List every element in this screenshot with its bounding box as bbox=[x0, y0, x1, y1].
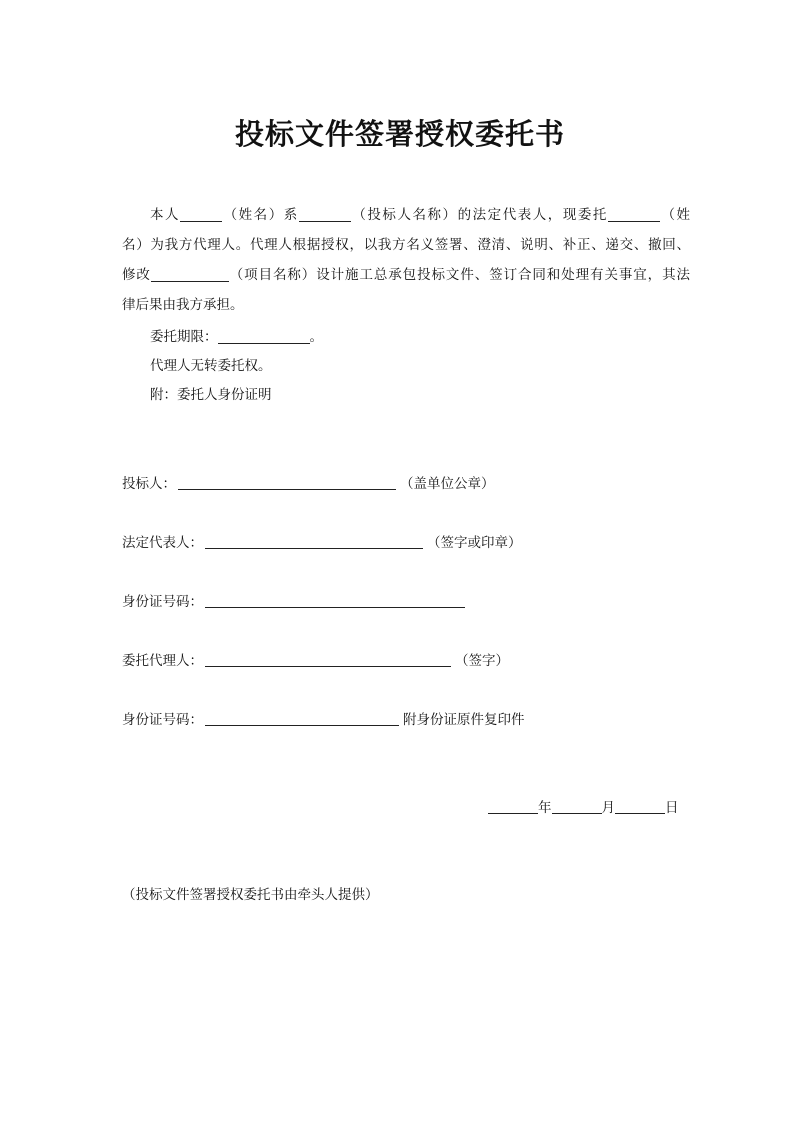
text-segment: 修改 bbox=[122, 267, 151, 283]
text-segment: 本人 bbox=[150, 207, 181, 223]
text-segment: （姓 bbox=[659, 207, 691, 223]
day-blank bbox=[615, 798, 665, 814]
bidder-signature-row bbox=[122, 474, 495, 494]
document-title: 投标文件签署授权委托书 bbox=[234, 117, 565, 151]
paragraph-line-2: 名）为我方代理人。代理人根据授权，以我方名义签署、澄清、说明、补正、递交、撤回、 bbox=[122, 237, 690, 253]
term-label: 委托期限： bbox=[150, 329, 218, 345]
bidder-note: （盖单位公章） bbox=[400, 476, 495, 492]
agent-signature-line bbox=[205, 651, 451, 667]
year-blank bbox=[488, 798, 538, 814]
text-segment: （姓名）系 bbox=[222, 207, 299, 223]
authorization-paragraph bbox=[122, 200, 690, 320]
attachment-note: 附：委托人身份证明 bbox=[150, 387, 272, 403]
bidder-name-blank bbox=[299, 205, 351, 222]
bidder-label: 投标人： bbox=[122, 476, 176, 492]
legal-rep-signature-row bbox=[122, 533, 522, 553]
id-number-line bbox=[205, 592, 465, 608]
month-blank bbox=[552, 798, 602, 814]
month-label: 月 bbox=[601, 800, 615, 816]
name-blank bbox=[180, 205, 222, 222]
term-end: 。 bbox=[309, 329, 323, 345]
paragraph-line-1 bbox=[122, 200, 690, 230]
id-number-row-2 bbox=[122, 710, 525, 730]
paragraph-line-3 bbox=[122, 260, 690, 290]
id-label: 身份证号码： bbox=[122, 712, 203, 728]
id-copy-note: 附身份证原件复印件 bbox=[403, 712, 525, 728]
text-segment: （项目名称）设计施工总承包投标文件、签订合同和处理有关事宜，其法 bbox=[228, 267, 691, 283]
id-number-line bbox=[205, 710, 399, 726]
agent-signature-row bbox=[122, 651, 509, 671]
day-label: 日 bbox=[665, 800, 679, 816]
id-number-row-1 bbox=[122, 592, 469, 612]
legal-rep-note: （签字或印章） bbox=[427, 535, 522, 551]
year-label: 年 bbox=[538, 800, 552, 816]
footer-note: （投标文件签署授权委托书由牵头人提供） bbox=[122, 887, 379, 903]
project-name-blank bbox=[151, 265, 229, 282]
bidder-signature-line bbox=[178, 474, 396, 490]
agent-name-blank bbox=[608, 205, 660, 222]
agent-label: 委托代理人： bbox=[122, 653, 203, 669]
id-label: 身份证号码： bbox=[122, 594, 203, 610]
text-segment: （投标人名称）的法定代表人，现委托 bbox=[350, 207, 608, 223]
no-transfer-note: 代理人无转委托权。 bbox=[150, 358, 272, 374]
agent-note: （签字） bbox=[455, 653, 509, 669]
legal-rep-signature-line bbox=[205, 533, 423, 549]
term-row bbox=[150, 327, 323, 347]
term-blank bbox=[218, 327, 310, 344]
date-row bbox=[488, 798, 679, 818]
paragraph-line-4: 律后果由我方承担。 bbox=[122, 297, 244, 313]
legal-rep-label: 法定代表人： bbox=[122, 535, 203, 551]
